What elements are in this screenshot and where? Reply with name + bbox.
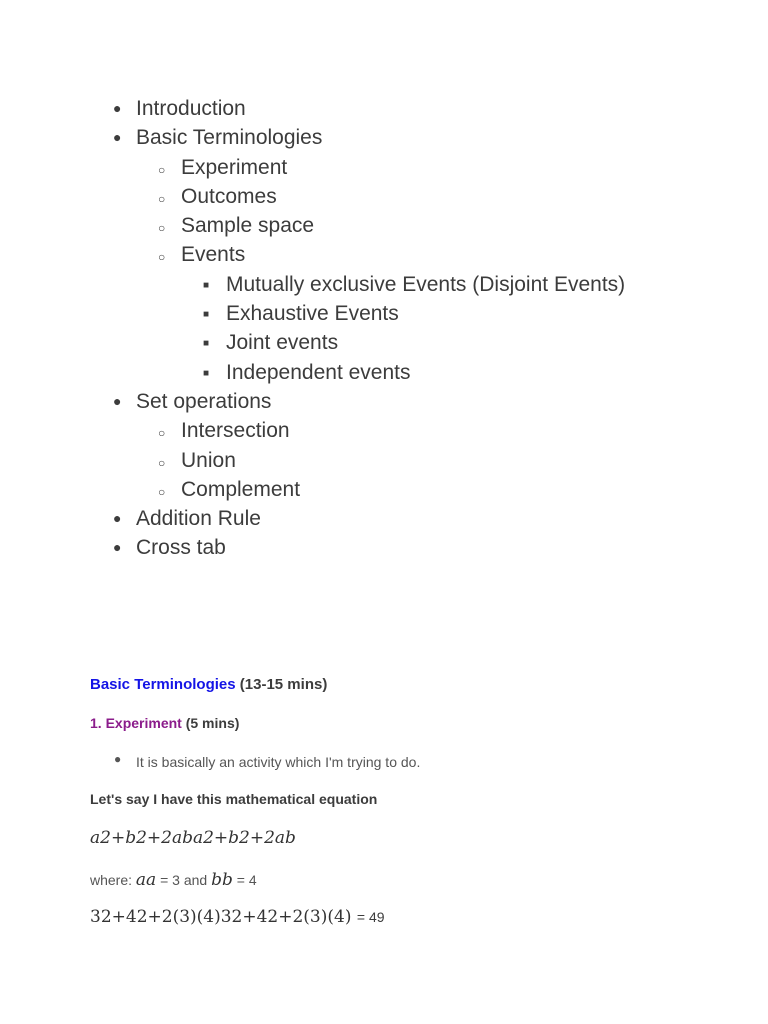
section-heading <box>90 676 730 693</box>
outline-subsubitem <box>0 328 768 357</box>
disc-bullet-icon: ● <box>114 752 122 766</box>
outline-subsubitem <box>0 358 768 387</box>
outline-subitem <box>0 446 768 475</box>
outline-subitem-label: Experiment <box>181 155 288 179</box>
outline-subsubitem-label: Mutually exclusive Events (Disjoint Events) <box>226 272 626 296</box>
outline-subitem <box>0 182 768 211</box>
circle-bullet-icon: ○ <box>158 250 166 265</box>
variable-values <box>90 870 730 890</box>
value-a: = 3 and <box>160 872 208 888</box>
circle-bullet-icon: ○ <box>158 162 166 177</box>
outline-subsubitem-label: Independent events <box>226 360 411 384</box>
circle-bullet-icon: ○ <box>158 221 166 236</box>
outline-level-1 <box>0 387 768 416</box>
section-title: Basic Terminologies <box>90 676 236 693</box>
outline-subitem-label: Union <box>181 448 236 472</box>
outline-level-1 <box>0 504 768 563</box>
result: = 49 <box>356 909 385 925</box>
disc-bullet-icon: ● <box>113 539 122 556</box>
outline-item-label: Cross tab <box>136 536 226 560</box>
outline-item-label: Basic Terminologies <box>136 126 323 150</box>
circle-bullet-icon: ○ <box>158 426 166 441</box>
outline-item <box>0 123 768 152</box>
subsection-title: 1. Experiment <box>90 715 182 731</box>
equation: a2+b2+2aba2+b2+2ab <box>90 828 296 848</box>
outline-item <box>0 387 768 416</box>
outline-subitem-label: Intersection <box>181 419 290 443</box>
where-label: where: <box>90 872 133 888</box>
square-bullet-icon: ■ <box>203 338 210 350</box>
outline-level-1 <box>0 94 768 153</box>
experiment-definition: It is basically an activity which I'm trying to do. <box>136 754 421 770</box>
outline-subitem <box>0 475 768 504</box>
variable-b: bb <box>211 870 233 890</box>
value-b: = 4 <box>236 872 257 888</box>
outline-subsubitem-label: Joint events <box>226 331 339 355</box>
disc-bullet-icon: ● <box>113 100 122 116</box>
square-bullet-icon: ■ <box>203 279 210 291</box>
subsection-heading <box>90 715 730 731</box>
outline-subitem <box>0 240 768 269</box>
disc-bullet-icon: ● <box>113 392 122 409</box>
circle-bullet-icon: ○ <box>158 455 166 470</box>
outline-level-2 <box>0 153 768 270</box>
outline-subitem-label: Outcomes <box>181 184 277 208</box>
section-duration: (13-15 mins) <box>239 676 328 693</box>
expansion: 32+42+2(3)(4)32+42+2(3)(4) <box>90 907 352 927</box>
variable-a: aa <box>135 870 157 890</box>
subsection-duration: (5 mins) <box>185 715 240 731</box>
outline-subitem-label: Events <box>181 243 246 267</box>
outline-level-2 <box>0 416 768 504</box>
outline-subitem <box>0 153 768 182</box>
equation-intro: Let's say I have this mathematical equation <box>90 791 378 807</box>
topic-outline <box>0 94 768 563</box>
outline-level-3 <box>0 270 768 387</box>
outline-subitem <box>0 211 768 240</box>
circle-bullet-icon: ○ <box>158 191 166 206</box>
outline-subitem-label: Sample space <box>181 214 315 238</box>
outline-subsubitem <box>0 270 768 299</box>
outline-item <box>0 504 768 533</box>
outline-item <box>0 94 768 123</box>
disc-bullet-icon: ● <box>113 129 122 146</box>
outline-item-label: Set operations <box>136 389 272 413</box>
disc-bullet-icon: ● <box>113 510 122 527</box>
outline-item-label: Addition Rule <box>136 507 261 531</box>
outline-subitem-label: Complement <box>181 477 301 501</box>
outline-item <box>0 533 768 562</box>
outline-subitem <box>0 416 768 445</box>
square-bullet-icon: ■ <box>203 309 210 321</box>
outline-subsubitem <box>0 299 768 328</box>
square-bullet-icon: ■ <box>203 367 210 379</box>
outline-subsubitem-label: Exhaustive Events <box>226 302 399 326</box>
outline-item-label: Introduction <box>136 97 246 120</box>
equation-evaluation <box>90 907 730 927</box>
circle-bullet-icon: ○ <box>158 484 166 499</box>
